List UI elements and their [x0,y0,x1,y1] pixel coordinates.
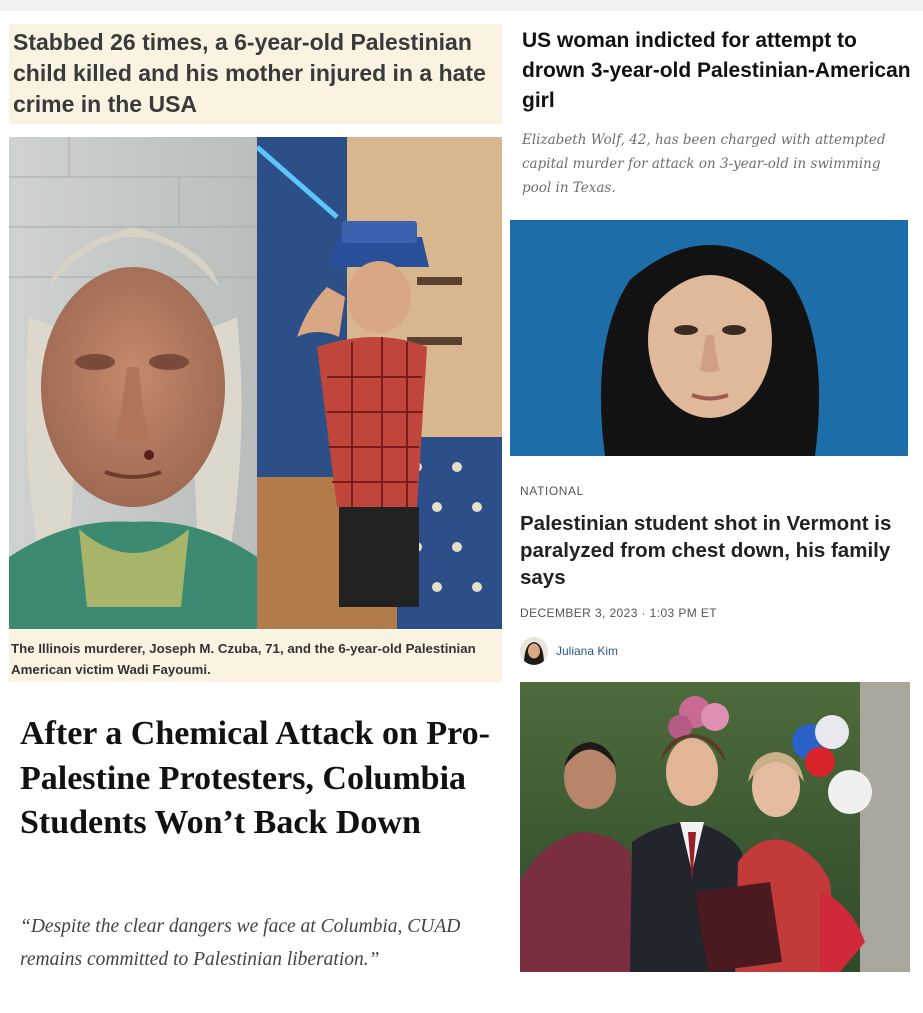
hate-crime-headline-band [9,24,502,124]
family-photo [520,682,910,972]
hate-crime-photos [9,137,502,629]
vermont-category[interactable]: NATIONAL [520,484,584,498]
suspect-photo [510,220,908,456]
author-name[interactable]: Juliana Kim [556,644,619,658]
hate-crime-caption-band [9,630,502,682]
vermont-date: DECEMBER 3, 2023 · 1:03 PM ET [520,606,718,620]
indictment-headline[interactable]: US woman indicted for attempt to drown 3-year-old Palestinian-American girl [522,29,911,112]
hate-crime-caption: The Illinois murderer, Joseph M. Czuba, 71, and the 6-year-old Palestinian American victim Wadi Fayoumi. [11,641,476,677]
columbia-quote: “Despite the clear dangers we face at Columbia, CUAD remains committed to Palestinian liberation.” [20,916,461,970]
top-band [0,0,923,11]
columbia-headline[interactable]: After a Chemical Attack on Pro-Palestine Protesters, Columbia Students Won’t Back Down [20,715,490,841]
author-avatar [520,637,548,665]
hate-crime-headline: Stabbed 26 times, a 6-year-old Palestinian child killed and his mother injured in a hate crime in the USA [13,29,486,117]
vermont-headline[interactable]: Palestinian student shot in Vermont is paralyzed from chest down, his family says [520,512,892,589]
vermont-byline[interactable] [520,636,618,666]
indictment-subheadline: Elizabeth Wolf, 42, has been charged with attempted capital murder for attack on 3-year-old in swimming pool in Texas. [522,132,886,196]
child-photo [257,137,502,629]
mugshot-photo [9,137,257,629]
